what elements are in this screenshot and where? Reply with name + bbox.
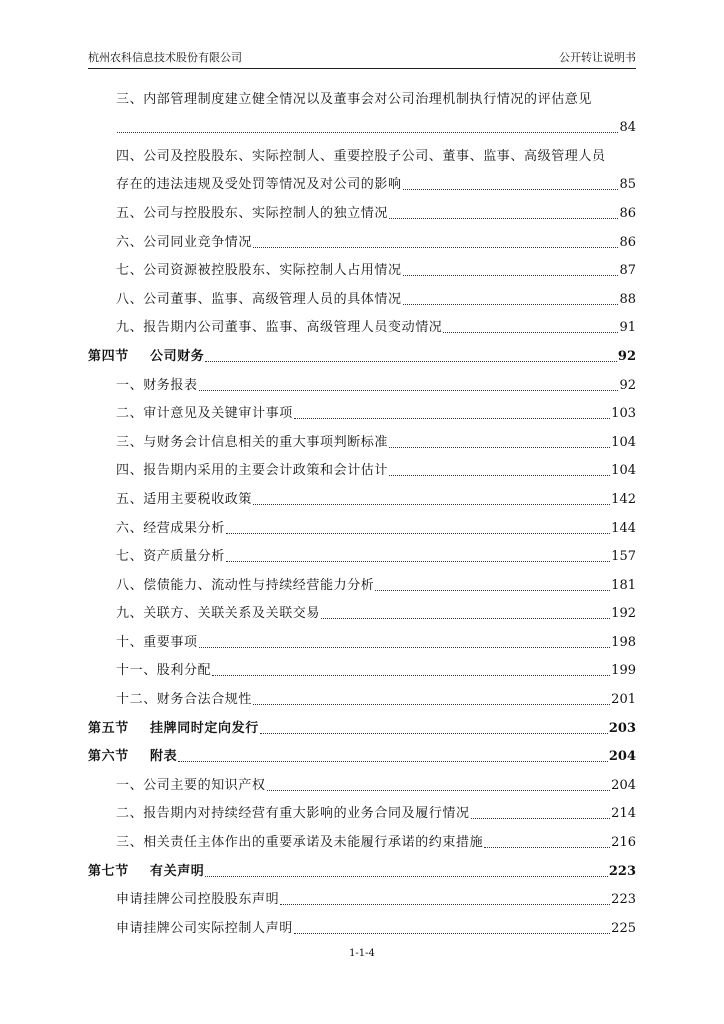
- toc-entry[interactable]: [88, 222, 636, 251]
- toc-entry[interactable]: [88, 251, 636, 280]
- toc-entry-title: 申请挂牌公司实际控制人声明: [116, 920, 293, 936]
- toc-page-number: 91: [619, 320, 636, 336]
- toc-leader-dots: [117, 122, 618, 133]
- toc-page-number: 84: [619, 120, 636, 136]
- toc-leader-dots: [484, 837, 610, 848]
- toc-page-number: 192: [611, 606, 636, 622]
- toc-section-number: 第四节: [88, 348, 129, 364]
- toc-entry-title: 十二、财务合法合规性: [116, 692, 253, 708]
- toc-leader-dots: [403, 179, 619, 190]
- toc-leader-dots: [205, 866, 607, 877]
- toc-leader-dots: [389, 465, 610, 476]
- toc-leader-dots: [471, 808, 611, 819]
- toc-section-entry[interactable]: [88, 708, 636, 737]
- toc-entry[interactable]: [88, 193, 636, 222]
- toc-page-number: 225: [611, 920, 636, 936]
- toc-entry[interactable]: [88, 365, 636, 394]
- toc-leader-dots: [267, 780, 611, 791]
- toc-entry[interactable]: [88, 279, 636, 308]
- toc-page-number: 86: [619, 234, 636, 250]
- toc-entry-title: 五、公司与控股股东、实际控制人的独立情况: [116, 205, 389, 221]
- page-header: [88, 50, 636, 69]
- toc-leader-dots: [260, 723, 608, 734]
- toc-section-number: 第七节: [88, 863, 129, 879]
- toc-page-number: 86: [619, 205, 636, 221]
- toc-page-number: 85: [619, 177, 636, 193]
- toc-section-heading: [88, 864, 204, 880]
- toc-page-number: 92: [619, 377, 636, 393]
- toc-page-number: 199: [611, 663, 636, 679]
- toc-leader-dots: [389, 437, 610, 448]
- toc-page-number: 201: [611, 692, 636, 708]
- toc-leader-dots: [199, 380, 619, 391]
- toc-leader-dots: [389, 208, 618, 219]
- toc-entry-title: 四、公司及控股股东、实际控制人、重要控股子公司、董事、监事、高级管理人员: [116, 148, 606, 164]
- toc-entry[interactable]: [88, 394, 636, 423]
- toc-entry-title: 八、公司董事、监事、高级管理人员的具体情况: [116, 291, 402, 307]
- toc-page-number: 157: [611, 549, 636, 565]
- toc-leader-dots: [375, 580, 610, 591]
- toc-entry[interactable]: [88, 537, 636, 566]
- toc-page-number: 142: [611, 491, 636, 507]
- toc-page-number: 198: [611, 634, 636, 650]
- toc-entry-title: 二、审计意见及关键审计事项: [116, 406, 293, 422]
- toc-entry[interactable]: [88, 136, 636, 165]
- toc-section-entry[interactable]: [88, 737, 636, 766]
- toc-leader-dots: [199, 637, 611, 648]
- toc-entry-title: 六、公司同业竞争情况: [116, 234, 253, 250]
- toc-leader-dots: [321, 608, 610, 619]
- toc-page-number: 223: [608, 863, 636, 879]
- toc-section-entry[interactable]: [88, 336, 636, 365]
- toc-entry-title: 七、公司资源被控股股东、实际控制人占用情况: [116, 263, 402, 279]
- toc-entry[interactable]: [88, 651, 636, 680]
- toc-leader-dots: [226, 551, 610, 562]
- toc-entry-title: 三、与财务会计信息相关的重大事项判断标准: [116, 434, 389, 450]
- toc-page-number: 203: [608, 720, 636, 736]
- toc-entry-title: 二、报告期内对持续经营有重大影响的业务合同及履行情况: [116, 806, 470, 822]
- toc-entry-title: 三、相关责任主体作出的重要承诺及未能履行承诺的约束措施: [116, 835, 484, 851]
- toc-entry-title: 七、资产质量分析: [116, 549, 225, 565]
- toc-leader-dots: [294, 923, 610, 934]
- toc-page-number: 204: [608, 749, 636, 765]
- toc-page-number: 92: [617, 348, 636, 364]
- toc-section-number: 第五节: [88, 720, 129, 736]
- header-document-title: 公开转让说明书: [559, 51, 636, 64]
- toc-entry-title: 九、报告期内公司董事、监事、高级管理人员变动情况: [116, 320, 443, 336]
- toc-entry-title: 一、公司主要的知识产权: [116, 777, 266, 793]
- toc-section-title: 有关声明: [150, 863, 205, 879]
- toc-entry-title: 五、适用主要税收政策: [116, 491, 253, 507]
- toc-page-number: 204: [611, 777, 636, 793]
- toc-entry[interactable]: [88, 794, 636, 823]
- toc-entry[interactable]: [88, 165, 636, 194]
- toc-section-heading: [88, 721, 259, 737]
- toc-section-heading: [88, 349, 204, 365]
- toc-entry[interactable]: [88, 908, 636, 937]
- toc-entry[interactable]: [88, 565, 636, 594]
- toc-leader-dots: [253, 694, 610, 705]
- toc-leader-dots: [280, 894, 610, 905]
- toc-leader-dots: [403, 294, 619, 305]
- toc-entry-title: 存在的违法违规及受处罚等情况及对公司的影响: [116, 177, 402, 193]
- toc-page-number: 214: [611, 806, 636, 822]
- page-number: 1-1-4: [349, 948, 375, 959]
- toc-entry[interactable]: [88, 679, 636, 708]
- toc-leader-dots: [294, 408, 610, 419]
- toc-page-number: 88: [619, 291, 636, 307]
- toc-entry-title: 十、重要事项: [116, 634, 198, 650]
- toc-entry[interactable]: [88, 622, 636, 651]
- header-company-name: 杭州农科信息技术股份有限公司: [88, 51, 242, 64]
- toc-page-number: 104: [611, 463, 636, 479]
- toc-leader-dots: [443, 322, 618, 333]
- toc-entry[interactable]: [88, 822, 636, 851]
- toc-leader-dots: [253, 237, 618, 248]
- toc-entry[interactable]: [88, 508, 636, 537]
- toc-leader-dots: [205, 351, 617, 362]
- toc-leader-dots: [178, 751, 608, 762]
- toc-entry-title: 申请挂牌公司控股股东声明: [116, 892, 280, 908]
- toc-page-number: 181: [611, 577, 636, 593]
- toc-page-number: 216: [611, 835, 636, 851]
- table-of-contents: [88, 79, 636, 937]
- toc-page-number: 87: [619, 263, 636, 279]
- toc-section-title: 附表: [150, 749, 178, 765]
- toc-page-number: 144: [611, 520, 636, 536]
- toc-entry[interactable]: [88, 880, 636, 909]
- toc-section-title: 挂牌同时定向发行: [150, 720, 259, 736]
- toc-entry[interactable]: [88, 422, 636, 451]
- toc-section-entry[interactable]: [88, 851, 636, 880]
- toc-section-heading: [88, 749, 177, 765]
- toc-entry[interactable]: [88, 308, 636, 337]
- toc-entry-title: 十一、股利分配: [116, 663, 212, 679]
- toc-entry-title: 六、经营成果分析: [116, 520, 225, 536]
- toc-entry-title: 四、报告期内采用的主要会计政策和会计估计: [116, 463, 389, 479]
- toc-entry[interactable]: [88, 108, 636, 137]
- toc-section-number: 第六节: [88, 749, 129, 765]
- toc-section-title: 公司财务: [150, 348, 205, 364]
- toc-entry[interactable]: [88, 451, 636, 480]
- toc-entry-title: 一、财务报表: [116, 377, 198, 393]
- toc-leader-dots: [403, 265, 619, 276]
- toc-leader-dots: [226, 523, 610, 534]
- toc-page-number: 103: [611, 406, 636, 422]
- toc-entry[interactable]: [88, 765, 636, 794]
- toc-entry[interactable]: [88, 79, 636, 108]
- toc-page-number: 223: [611, 892, 636, 908]
- toc-page-number: 104: [611, 434, 636, 450]
- toc-entry-title: 三、内部管理制度建立健全情况以及董事会对公司治理机制执行情况的评估意见: [116, 91, 593, 107]
- toc-entry-title: 八、偿债能力、流动性与持续经营能力分析: [116, 577, 375, 593]
- toc-leader-dots: [212, 665, 610, 676]
- toc-leader-dots: [253, 494, 610, 505]
- toc-entry[interactable]: [88, 479, 636, 508]
- toc-entry-title: 九、关联方、关联关系及关联交易: [116, 606, 321, 622]
- toc-entry[interactable]: [88, 594, 636, 623]
